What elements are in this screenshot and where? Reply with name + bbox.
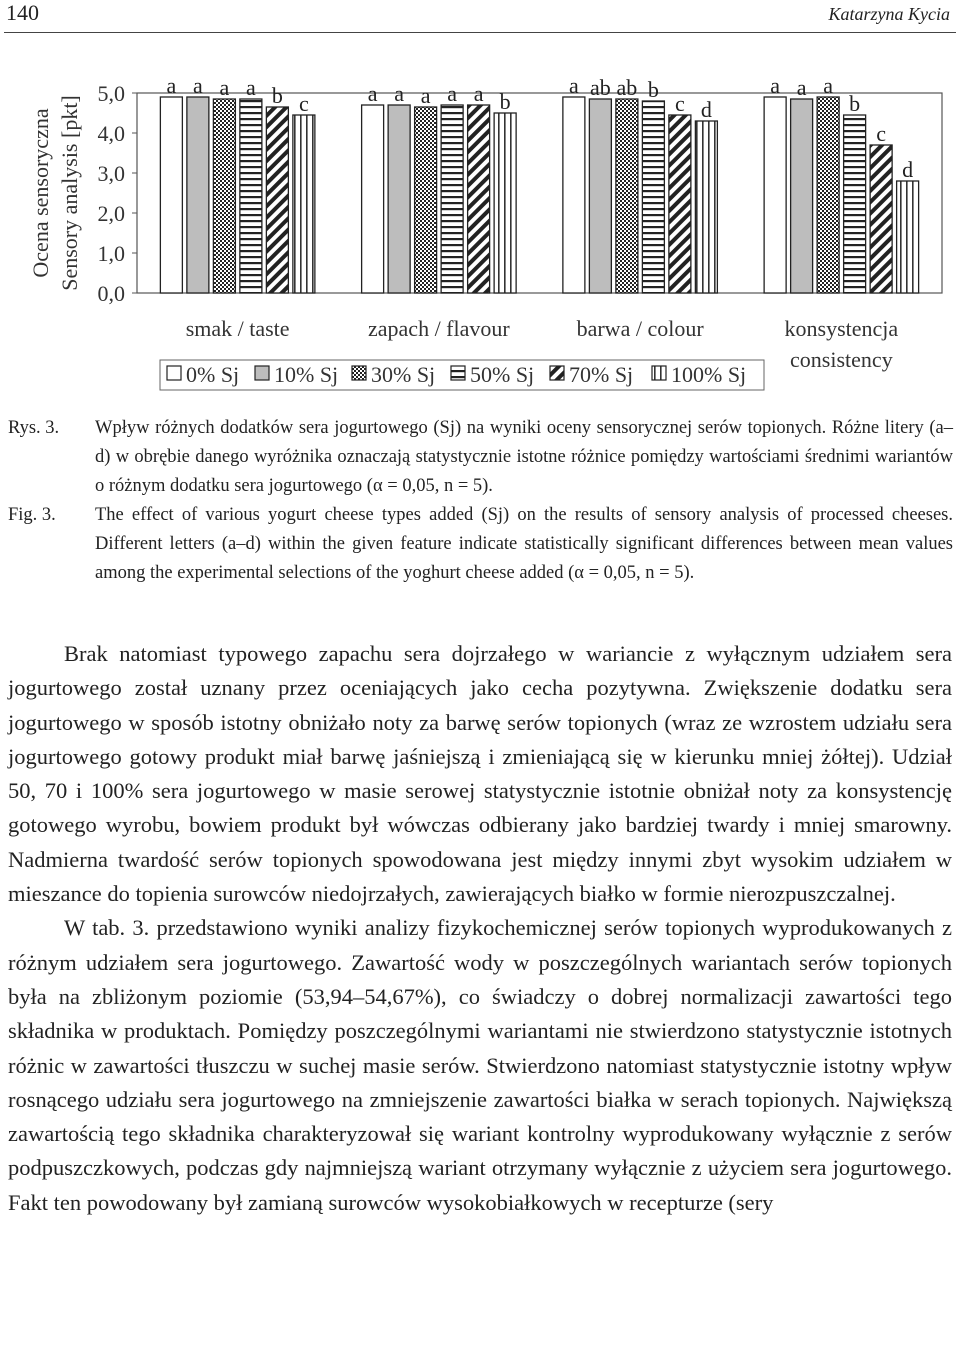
bar-significance-letter: a bbox=[367, 81, 378, 106]
y-tick-label: 3,0 bbox=[97, 161, 125, 186]
bar-significance-letter: a bbox=[447, 81, 458, 106]
legend-label: 100% Sj bbox=[671, 362, 747, 387]
bar bbox=[293, 115, 315, 293]
bar-significance-letter: b bbox=[499, 89, 511, 114]
bar-significance-letter: a bbox=[568, 73, 579, 98]
bar-significance-letter: d bbox=[700, 97, 712, 122]
y-tick-label: 5,0 bbox=[97, 81, 125, 106]
legend-swatch bbox=[550, 366, 564, 380]
bar bbox=[160, 97, 182, 293]
page-header bbox=[0, 0, 960, 32]
bar bbox=[589, 99, 611, 293]
x-category-label: smak / taste bbox=[185, 316, 290, 341]
legend-label: 10% Sj bbox=[274, 362, 339, 387]
bar bbox=[441, 105, 463, 293]
sensory-bar-chart bbox=[0, 40, 960, 400]
legend-swatch bbox=[451, 366, 465, 380]
bar bbox=[468, 105, 490, 293]
body-paragraph: Brak natomiast typowego zapachu sera dojrzałego w wariancie z wyłącznym udziałem sera jogurtowego został uznany przez oceniających jako cecha pozytywna. Zwiększenie dodatku sera jogurtowego w sposób istotny obniżało noty za barwę serów topionych (wraz ze wzrostem udziału sera jogurtowego gotowy produkt miał barwę jaśniejszą i zmieniającą się w kierunku mniej żółtej). Udział 50, 70 i 100% sera jogurtowego w masie serowej statystycznie istotnie obniżał noty za konsystencję gotowego wyrobu, bowiem produkt był wówczas odbierany jako bardziej twardy i mniej smarowny. Nadmierna twardość serów topionych spowodowana jest między innymi zbyt wysokim udziałem w mieszance do topienia surowców niedojrzałych, zawierających białko w formie nierozpuszczalnej. bbox=[8, 641, 952, 907]
bar-significance-letter: a bbox=[192, 73, 203, 98]
bar bbox=[897, 181, 919, 293]
bar bbox=[669, 115, 691, 293]
bar-significance-letter: c bbox=[876, 121, 887, 146]
y-tick-label: 4,0 bbox=[97, 121, 125, 146]
bar bbox=[844, 115, 866, 293]
legend-label: 70% Sj bbox=[569, 362, 634, 387]
y-axis-label-en: Sensory analysis [pkt] bbox=[57, 95, 82, 291]
bar-significance-letter: a bbox=[245, 75, 256, 100]
legend-swatch bbox=[255, 366, 269, 380]
bar-significance-letter: ab bbox=[589, 75, 611, 100]
page-number: 140 bbox=[6, 0, 39, 25]
bar bbox=[642, 101, 664, 293]
header-rule bbox=[4, 32, 956, 33]
caption-pl-label: Rys. 3. bbox=[8, 418, 60, 438]
bar bbox=[494, 113, 516, 293]
legend-swatch bbox=[652, 366, 666, 380]
y-tick-label: 0,0 bbox=[97, 281, 125, 306]
y-axis-label-pl: Ocena sensoryczna bbox=[28, 108, 53, 278]
bar bbox=[695, 121, 717, 293]
bar-significance-letter: a bbox=[796, 75, 807, 100]
bar-significance-letter: a bbox=[770, 73, 781, 98]
bar bbox=[791, 99, 813, 293]
bar-significance-letter: c bbox=[674, 91, 685, 116]
bar bbox=[388, 105, 410, 293]
body-text bbox=[8, 637, 952, 1220]
running-author: Katarzyna Kycia bbox=[828, 4, 950, 24]
bar-significance-letter: a bbox=[219, 75, 230, 100]
bar bbox=[213, 99, 235, 293]
caption-en-label: Fig. 3. bbox=[8, 505, 56, 525]
x-category-label: barwa / colour bbox=[576, 316, 704, 341]
bar-significance-letter: b bbox=[849, 91, 861, 116]
bar-significance-letter: c bbox=[298, 91, 309, 116]
bar bbox=[616, 99, 638, 293]
caption-pl-text: Wpływ różnych dodatków sera jogurtowego (Sj) na wyniki oceny sensorycznej serów topionych. Różne litery (a–d) w obrębie danego wyróżnika oznaczają statystycznie istotne różnice pomiędzy wartościami średnimi wariantów o różnym dodatku sera jogurtowego (α = 0,05, n = 5). bbox=[95, 418, 953, 496]
bar bbox=[266, 107, 288, 293]
legend-swatch bbox=[167, 366, 181, 380]
y-tick-label: 2,0 bbox=[97, 201, 125, 226]
bar bbox=[870, 145, 892, 293]
legend-swatch bbox=[352, 366, 366, 380]
bar bbox=[187, 97, 209, 293]
bar-significance-letter: d bbox=[902, 157, 914, 182]
bar bbox=[362, 105, 384, 293]
x-category-label-secondary: consistency bbox=[790, 347, 893, 372]
bar bbox=[563, 97, 585, 293]
bar-significance-letter: a bbox=[166, 73, 177, 98]
bar-significance-letter: a bbox=[823, 73, 834, 98]
bar bbox=[415, 107, 437, 293]
caption-en-text: The effect of various yogurt cheese types added (Sj) on the results of sensory analysis of processed cheeses. Different letters (a–d) within the given feature indicate statistically significant differences between mean values among the experimental selections of the yoghurt cheese added (α = 0,05, n = 5). bbox=[95, 505, 953, 583]
legend-label: 30% Sj bbox=[371, 362, 436, 387]
bar-significance-letter: b bbox=[647, 77, 659, 102]
y-tick-label: 1,0 bbox=[97, 241, 125, 266]
legend-label: 0% Sj bbox=[186, 362, 240, 387]
bar bbox=[240, 99, 262, 293]
x-category-label: konsystencja bbox=[784, 316, 899, 341]
body-paragraph: W tab. 3. przedstawiono wyniki analizy fizykochemicznej serów topionych wyprodukowanych z różnym udziałem sera jogurtowego. Zawartość wody w poszczególnych wariantach serów topionych była na zbliżonym poziomie (53,94–54,67%), co świadczy o dobrej normalizacji zawartości tego składnika w produktach. Pomiędzy poszczególnymi wariantami nie stwierdzono statystycznie istotnych różnic w zawartości tłuszczu w suchej masie serów. Stwierdzono natomiast statystycznie istotny wpływ rosnącego udziału sera jogurtowego na zmniejszenie zawartości białka w serach topionych. Największą zawartością tego składnika charakteryzował się wariant kontrolny wyprodukowany wyłącznie z serów podpuszczkowych, podczas gdy najmniejszą wariant otrzymany wyłącznie z użyciem sera jogurtowego. Fakt ten powodowany był zamianą surowców wysokobiałkowych w recepturze (sery bbox=[8, 915, 952, 1215]
bar-significance-letter: ab bbox=[616, 75, 638, 100]
bar-significance-letter: a bbox=[394, 81, 405, 106]
bar bbox=[817, 97, 839, 293]
bar-significance-letter: a bbox=[473, 81, 484, 106]
bar-significance-letter: a bbox=[420, 83, 431, 108]
bar bbox=[764, 97, 786, 293]
bar-significance-letter: b bbox=[271, 83, 283, 108]
legend-label: 50% Sj bbox=[470, 362, 535, 387]
x-category-label: zapach / flavour bbox=[368, 316, 510, 341]
